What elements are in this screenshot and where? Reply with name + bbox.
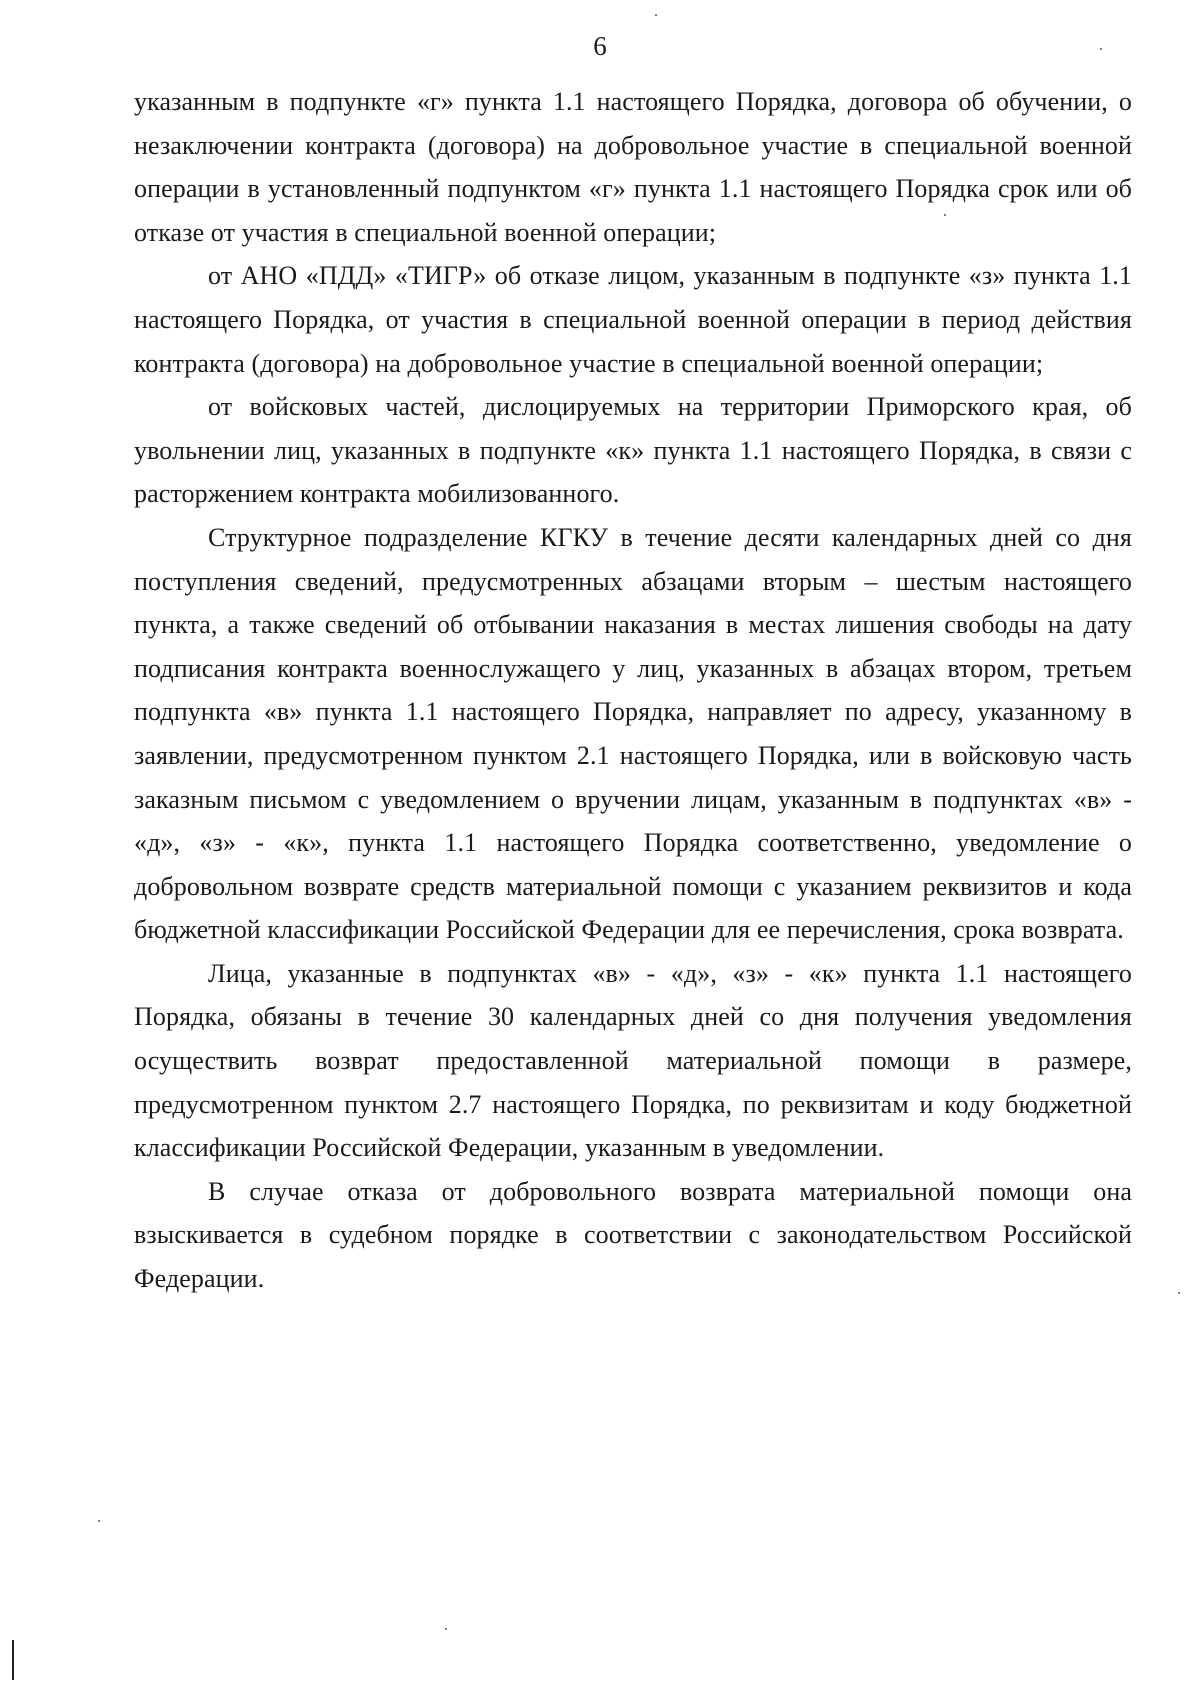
document-body <box>134 80 1132 1301</box>
page-number: 6 <box>593 31 607 61</box>
scan-edge-mark <box>12 1640 14 1680</box>
scan-speck <box>445 1628 447 1630</box>
paragraph-court-recovery: В случае отказа от добровольного возврата материальной помощи она взыскивается в судебном порядке в соответствии с законодательством Российской Федерации. <box>134 1176 1132 1294</box>
paragraph-ano-tigr: от АНО «ПДД» «ТИГР» об отказе лицом, указанным в подпункте «з» пункта 1.1 настоящего Порядка, от участия в специальной военной операции в период действия контракта (договора) на добровольное участие в специальной военной операции; <box>134 261 1132 378</box>
scan-speck <box>655 14 657 16</box>
paragraph-return-obligation: Лица, указанные в подпунктах «в» - «д», «з» - «к» пункта 1.1 настоящего Порядка, обязаны в течение 30 календарных дней со дня получения уведомления осуществить возврат предоставленной материальной помощи в размере, предусмотренном пунктом 2.7 настоящего Порядка, по реквизитам и коду бюджетной классификации Российской Федерации, указанным в уведомлении. <box>134 958 1132 1163</box>
paragraph-kgku-notice: Структурное подразделение КГКУ в течение десяти календарных дней со дня поступления сведений, предусмотренных абзацами вторым – шестым настоящего пункта, а также сведений об отбывании наказания в местах лишения свободы на дату подписания контракта военнослужащего у лиц, указанных в абзацах втором, третьем подпункта «в» пункта 1.1 настоящего Порядка, направляет по адресу, указанному в заявлении, предусмотренном пунктом 2.1 настоящего Порядка, или в войсковую часть заказным письмом с уведомлением о вручении лицам, указанным в подпунктах «в» - «д», «з» - «к», пункта 1.1 настоящего Порядка соответственно, уведомление о добровольном возврате средств материальной помощи с указанием реквизитов и кода бюджетной классификации Российской Федерации для ее перечисления, срока возврата. <box>134 522 1132 945</box>
paragraph-military-units: от войсковых частей, дислоцируемых на территории Приморского края, об увольнении лиц, указанных в подпункте «к» пункта 1.1 настоящего Порядка, в связи с расторжением контракта мобилизованного. <box>134 392 1132 509</box>
scan-speck <box>98 1520 100 1522</box>
scan-speck <box>944 214 946 216</box>
scan-speck <box>1178 1292 1180 1294</box>
paragraph-continuation: указанным в подпункте «г» пункта 1.1 настоящего Порядка, договора об обучении, о незаключении контракта (договора) на добровольное участие в специальной военной операции в установленный подпунктом «г» пункта 1.1 настоящего Порядка срок или об отказе от участия в специальной военной операции; <box>134 87 1132 247</box>
scan-speck <box>1100 48 1102 50</box>
